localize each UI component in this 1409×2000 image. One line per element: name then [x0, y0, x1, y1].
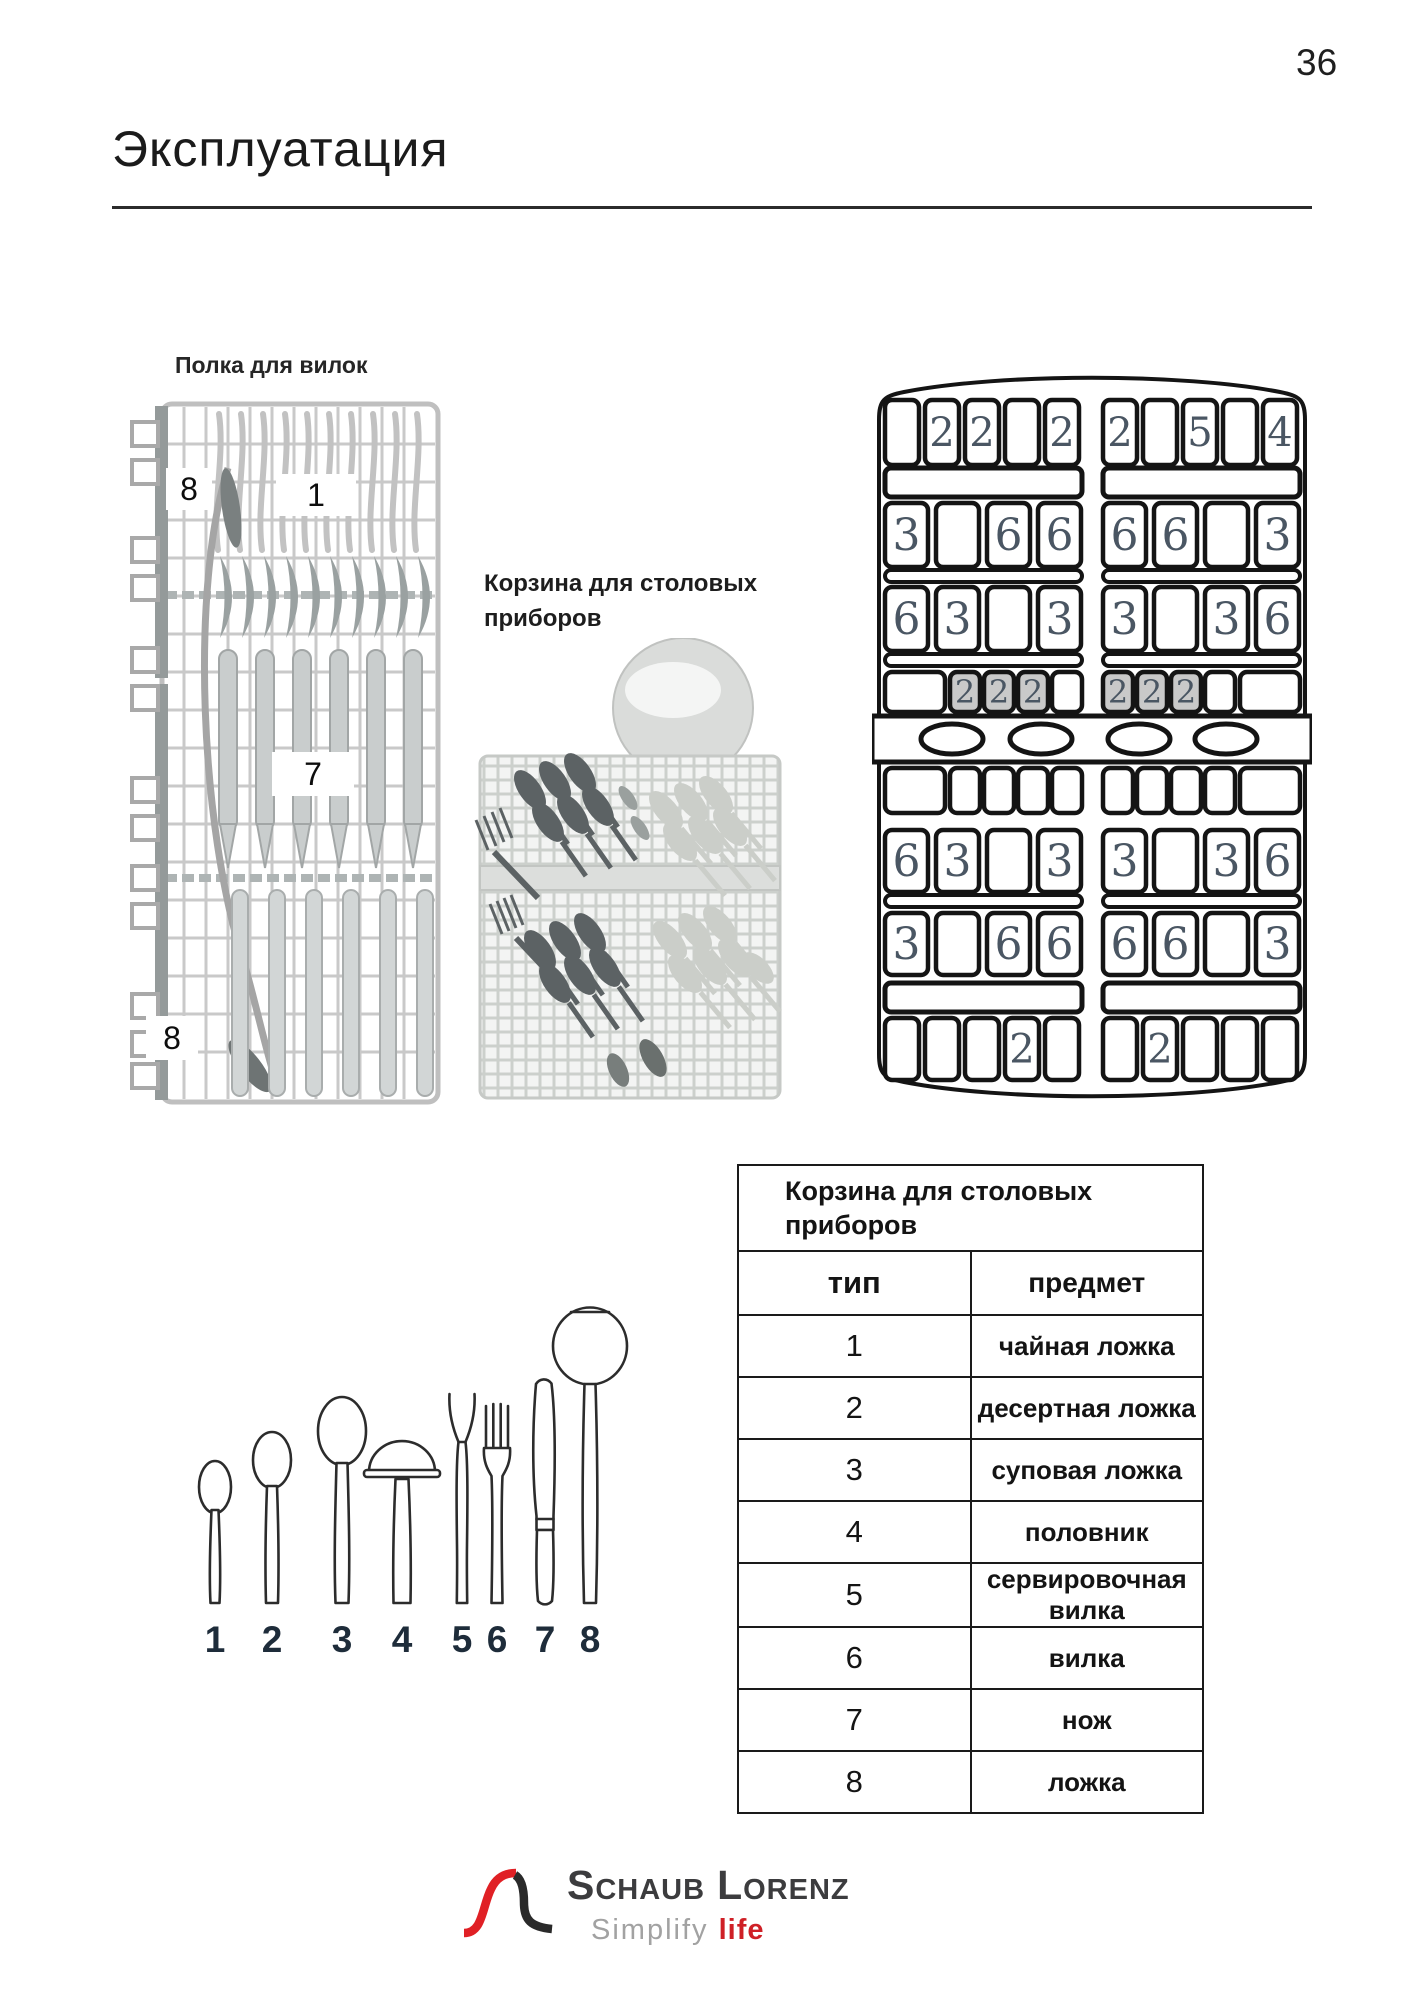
svg-text:2: 2: [969, 410, 995, 457]
svg-text:3: 3: [1110, 835, 1139, 887]
legend-number: 1: [204, 1619, 226, 1660]
svg-text:3: 3: [1263, 509, 1292, 561]
table-row: [738, 1439, 1203, 1501]
logo-brand-lorenz: Lorenz: [717, 1862, 850, 1908]
item-cell: вилка: [971, 1627, 1204, 1689]
type-cell: 1: [738, 1315, 971, 1377]
svg-text:5: 5: [1187, 410, 1213, 457]
logo-tagline-simplify: Simplify: [591, 1914, 709, 1946]
svg-text:3: 3: [1212, 593, 1241, 645]
svg-text:3: 3: [1212, 835, 1241, 887]
type-cell: 6: [738, 1627, 971, 1689]
svg-text:2: 2: [1049, 410, 1075, 457]
svg-text:2: 2: [988, 672, 1010, 711]
table-row: [738, 1315, 1203, 1377]
svg-text:6: 6: [892, 835, 921, 887]
legend-number: 5: [451, 1619, 473, 1660]
legend-number: 2: [261, 1619, 283, 1660]
item-cell: чайная ложка: [971, 1315, 1204, 1377]
table-title-row: [738, 1165, 1203, 1251]
svg-text:6: 6: [1263, 835, 1292, 887]
svg-text:3: 3: [1045, 835, 1074, 887]
type-cell: 7: [738, 1689, 971, 1751]
table-title-line2: приборов: [785, 1210, 918, 1240]
svg-text:3: 3: [1263, 918, 1292, 970]
brand-logo: [455, 1856, 995, 1960]
svg-text:2: 2: [929, 410, 955, 457]
legend-number: 3: [331, 1619, 353, 1660]
item-cell: нож: [971, 1689, 1204, 1751]
type-cell: 5: [738, 1563, 971, 1627]
table-row: [738, 1627, 1203, 1689]
knife-drawing: [533, 1379, 554, 1604]
item-cell: суповая ложка: [971, 1439, 1204, 1501]
page-number: 36: [1296, 42, 1338, 83]
svg-text:6: 6: [1110, 918, 1139, 970]
type-cell: 8: [738, 1751, 971, 1813]
table-title-cell: [738, 1165, 1203, 1251]
logo-tagline: [591, 1914, 764, 1947]
cutlery-table: [737, 1164, 1204, 1814]
item-cell: десертная ложка: [971, 1377, 1204, 1439]
shelf-tag-spoon-bottom: 8: [146, 1016, 198, 1060]
teaspoon-drawing: [199, 1461, 231, 1603]
item-column-header: предмет: [971, 1251, 1204, 1315]
logo-tagline-life: life: [718, 1914, 765, 1946]
svg-text:3: 3: [943, 593, 972, 645]
fork-shelf-label: Полка для вилок: [175, 352, 368, 378]
item-cell: половник: [971, 1501, 1204, 1563]
svg-text:6: 6: [892, 593, 921, 645]
legend-number: 4: [391, 1619, 413, 1660]
svg-text:2: 2: [954, 672, 976, 711]
ladle-drawing: [364, 1441, 440, 1603]
legend-number: 7: [534, 1619, 556, 1660]
table-title-line1: Корзина для столовых: [785, 1176, 1093, 1206]
legend-number: 6: [486, 1619, 508, 1660]
shelf-tag-spoon-top: 8: [166, 468, 212, 510]
shelf-tag-teaspoons: 1: [276, 474, 356, 516]
serving-fork-drawing: [449, 1394, 474, 1603]
svg-text:6: 6: [1263, 593, 1292, 645]
logo-sl-glyph-icon: [460, 1862, 565, 1944]
svg-text:2: 2: [1009, 1026, 1035, 1073]
svg-text:6: 6: [1045, 509, 1074, 561]
svg-text:6: 6: [1161, 918, 1190, 970]
logo-brand-text: [567, 1862, 862, 1909]
svg-text:2: 2: [1107, 672, 1129, 711]
svg-text:3: 3: [1045, 593, 1074, 645]
dessert-spoon-drawing: [253, 1432, 291, 1603]
svg-text:6: 6: [994, 918, 1023, 970]
long-spoon-drawing: [553, 1308, 627, 1604]
svg-text:6: 6: [1110, 509, 1139, 561]
svg-text:2: 2: [1175, 672, 1197, 711]
legend-number: 8: [579, 1619, 601, 1660]
svg-text:6: 6: [1161, 509, 1190, 561]
svg-text:3: 3: [943, 835, 972, 887]
table-row: [738, 1751, 1203, 1813]
cutlery-basket-label-line1: Корзина для столовых: [484, 570, 758, 597]
svg-text:2: 2: [1107, 410, 1133, 457]
cutlery-basket-label: [484, 566, 757, 636]
cutlery-basket-map: [872, 370, 1312, 1115]
svg-text:6: 6: [994, 509, 1023, 561]
type-column-header: тип: [738, 1251, 971, 1315]
soup-spoon-drawing: [318, 1397, 366, 1603]
svg-text:2: 2: [1022, 672, 1044, 711]
cutlery-basket-photo: [468, 638, 798, 1110]
svg-text:3: 3: [892, 918, 921, 970]
type-cell: 2: [738, 1377, 971, 1439]
table-header-row: [738, 1251, 1203, 1315]
title-rule: [112, 206, 1312, 209]
svg-text:3: 3: [1110, 593, 1139, 645]
page-title: Эксплуатация: [112, 121, 449, 177]
type-cell: 3: [738, 1439, 971, 1501]
svg-text:6: 6: [1045, 918, 1074, 970]
table-row: [738, 1689, 1203, 1751]
shelf-tag-knives: 7: [272, 752, 354, 796]
type-cell: 4: [738, 1501, 971, 1563]
table-row: [738, 1563, 1203, 1627]
svg-text:4: 4: [1267, 410, 1293, 457]
item-cell: ложка: [971, 1751, 1204, 1813]
table-row: [738, 1377, 1203, 1439]
fork-drawing: [484, 1404, 510, 1603]
item-cell: сервировочная вилка: [971, 1563, 1204, 1627]
cutlery-legend-drawings: [165, 1300, 640, 1660]
logo-brand-schaub: Schaub: [567, 1862, 706, 1908]
svg-text:2: 2: [1141, 672, 1163, 711]
svg-text:2: 2: [1147, 1026, 1173, 1073]
table-row: [738, 1501, 1203, 1563]
svg-text:3: 3: [892, 509, 921, 561]
cutlery-basket-label-line2: приборов: [484, 605, 602, 632]
